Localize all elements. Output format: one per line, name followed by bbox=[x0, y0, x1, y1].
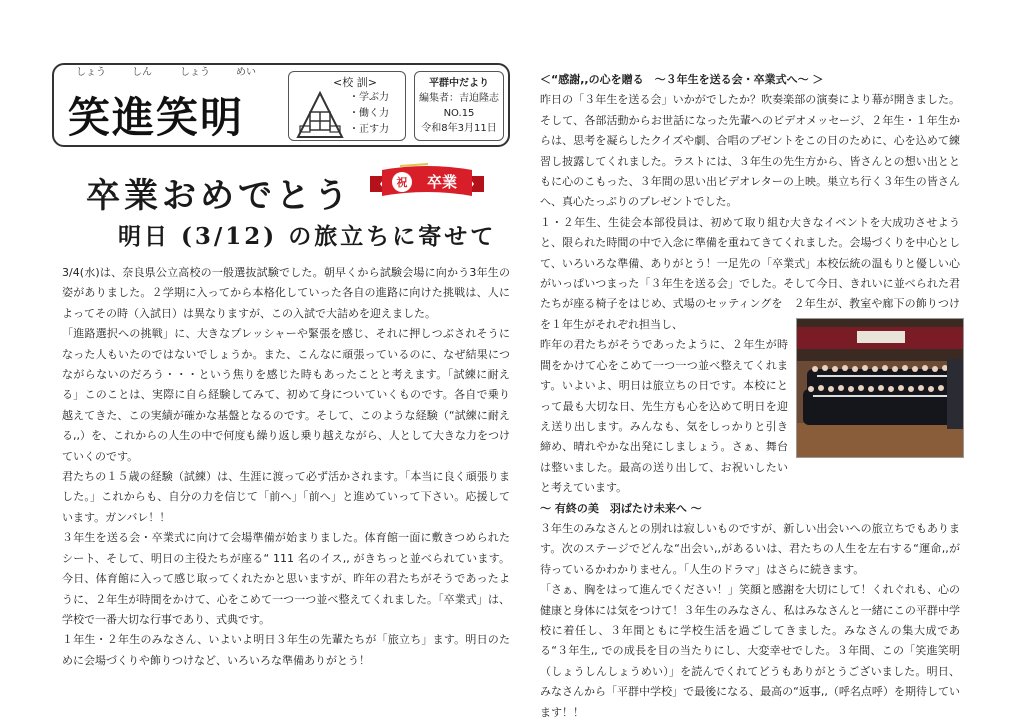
section-heading-gratitude: ＜“感謝,,の心を贈る ～３年生を送る会・卒業式へ～ ＞ bbox=[540, 73, 824, 86]
school-crest-icon bbox=[295, 90, 345, 140]
issue-date: 令和8年3月11日 bbox=[421, 123, 497, 134]
motto-item-work: ・働く力 bbox=[349, 108, 389, 119]
right-para-1: 昨日の「３年生を送る会」いかがでしたか？吹奏楽部の演奏により幕が開きました。そして、各部活動からお世話になった先輩へのビデオメッセージ、２年生・１年生からは、思考を凝らしたクイズや劇、合唱のプゼントをこの日のために、心を込めて練習し披露してくれました。ラストには、３年生の先生方から、皆さんとの想い出とともに心のこもった、３年間の思い出ビデオレターの上映。巣立ち行く３年生の皆さんへ、真心たっぷりのプレゼントでした。 bbox=[540, 93, 960, 209]
issue-info-box bbox=[414, 71, 504, 141]
right-para-2a: １・２年生、生徒会本部役員は、初めて取り組む大きなイベントを大成功させようと、限られた時間の中で入念に準備を重ねてきてくれました。会場づくりを中心として、いろいろな準備、ありがとう！一足先の「卒業式」本校伝統の温もりと優しい心がいっぱいつまった「３年生を送る会」でした。そして今日、きれいに並べられた君たちが座る椅子をはじめ、式場のセッティングを ２年生が、教室や廊下の飾りつけを１年生がそれぞれ担当し、 bbox=[540, 215, 960, 331]
left-para-4: ３年生を送る会・卒業式に向けて会場準備が始まりました。体育館一面に敷きつめられたシート、そして、明日の主役たちが座る“ 111 名のイス,, がきちっと並べられています。今日、体育館に入って感じ取ってくれたかと思いますが、昨年の君たちがそうであったように、２年生が時間をかけて、心をこめて一つ一つ並べ整えてくれました。「卒業式」は、学校で一番大切な行事であり、式典です。 bbox=[62, 531, 510, 626]
issue-number: NO.15 bbox=[443, 108, 475, 119]
chorus-photo bbox=[796, 318, 964, 458]
motto-list bbox=[349, 90, 389, 138]
chorus-photo-image bbox=[797, 319, 964, 458]
svg-text:卒業: 卒業 bbox=[426, 173, 458, 191]
right-para-2b: 昨年の君たちがそうであったように、２年生が時間をかけて心をこめて一つ一つ並べ整えてくれます。いよいよ、明日は旅立ちの日です。本校にとって最も大切な日、先生方も心を込めて明日を迎え送り出します。みんなも、気をしっかりと引き締め、晴れやかな出発にしましょう。さぁ、舞台は整いました。最高の送り出して、お祝いしたいと考えています。 bbox=[540, 338, 788, 495]
newsletter-title: 笑進笑明 bbox=[68, 93, 245, 142]
editor-name: 編集者：吉迫隆志 bbox=[419, 93, 499, 104]
left-para-5: １年生・２年生のみなさん、いよいよ明日３年生の先輩たちが「旅立ち」ます。明日のために会場づくりや飾りつけなど、いろいろな準備ありがとう！ bbox=[62, 633, 510, 667]
right-para-4: 「さぁ、胸をはって進んでください！」笑顔と感謝を大切にして！くれぐれも、心の健康と身体には気をつけて！３年生のみなさん、私はみなさんと一緒にこの平群中学校に着任し、３年間ともに学校生活を過ごしてきました。みなさんの集大成である“３年生,, での成長を目の当たりにし、大変幸せでした。３年間、この「笑進笑明（しょうしんしょうめい）」を読んでくれてどうもありがとうございました。明日、みなさんから「平群中学校」で最後になる、最高の“返事,,（呼名点呼）を期待しています！！ bbox=[540, 583, 960, 719]
svg-text:祝: 祝 bbox=[396, 176, 408, 189]
left-para-1: 3/4(水)は、奈良県公立高校の一般選抜試験でした。朝早くから試験会場に向かう3年生の姿がありました。２学期に入ってから本格化していった各自の進路に向けた挑戦は、人によってその時（入試日）は異なりますが、この入試で大詰めを迎えました。 bbox=[62, 266, 510, 320]
left-para-2: 「進路選択への挑戦」に、大きなプレッシャーや緊張を感じ、それに押しつぶされそうになった人もいたのではないでしょうか。また、こんなに頑張っているのに、なぜ結果につながらないのだろう・・・という焦りを感じた時もあったことと考えます。「試練に耐える」このことは、実際に自ら経験してみて、初めて身についていくものです。各自で乗り越えてきた、この実績が確かな基盤となるのです。そして、このような経験（“試練に耐える,,）を、これからの人生の中で何度も繰り返し乗り越えながら、人として大きな力をつけていくのです。 bbox=[62, 327, 510, 463]
ruby-3: しょう bbox=[180, 67, 210, 78]
title-ruby bbox=[54, 63, 284, 77]
ruby-1: しょう bbox=[76, 67, 106, 78]
motto-item-learn: ・学ぶ力 bbox=[349, 92, 389, 103]
sub-title: 明日 (3/12) の旅立ちに寄せて bbox=[118, 223, 497, 250]
newsletter-name: 平群中だより bbox=[429, 78, 489, 89]
newsletter-header bbox=[52, 63, 510, 147]
right-para-3: ３年生のみなさんとの別れは寂しいものですが、新しい出会いへの旅立ちでもあります。次のステージでどんな“出会い,,があるいは、君たちの人生を左右する“運命,,が待っているかわかりません。「人生のドラマ」はさらに続きます。 bbox=[540, 521, 960, 576]
section-heading-future: ～ 有終の美 羽ばたけ未来へ ～ bbox=[540, 501, 702, 515]
motto-item-correct: ・正す力 bbox=[349, 124, 389, 135]
left-column bbox=[62, 263, 510, 671]
ruby-4: めい bbox=[236, 67, 256, 78]
left-para-3: 君たちの１５歳の経験（試練）は、生涯に渡って必ず活かされます。「本当に良く頑張りました。」これからも、自分の力を信じて「前へ」「前へ」と進めていって下さい。応援しています。ガンバレ！！ bbox=[62, 470, 510, 524]
main-title: 卒業おめでとう bbox=[86, 176, 352, 216]
ruby-2: しん bbox=[132, 67, 152, 78]
motto-heading: <校 訓> bbox=[333, 76, 377, 89]
graduation-badge-icon bbox=[368, 160, 486, 206]
school-motto-box bbox=[288, 71, 406, 141]
